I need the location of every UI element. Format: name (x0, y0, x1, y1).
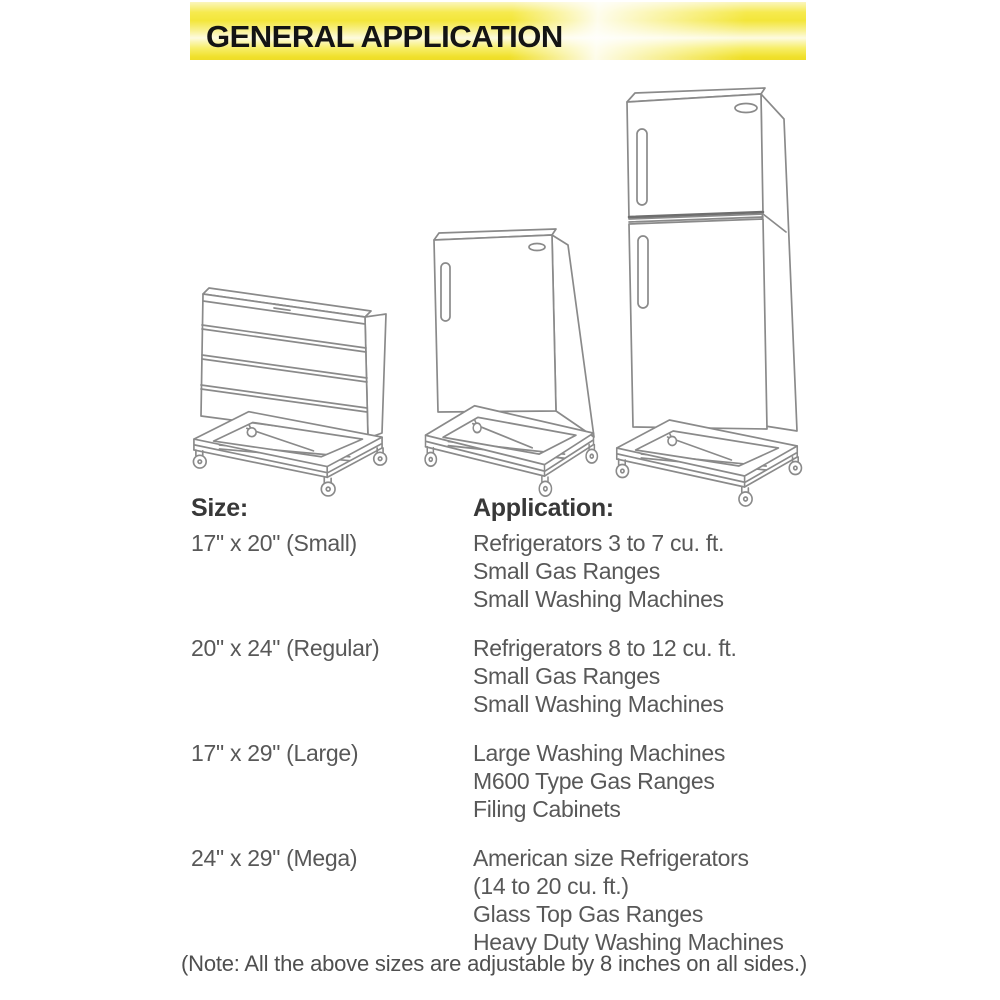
application-column-header: Application: (473, 494, 614, 522)
application-item: Refrigerators 8 to 12 cu. ft. (473, 635, 737, 661)
fridge-handle (638, 236, 648, 308)
footnote: (Note: All the above sizes are adjustable by 8 inches on all sides.) (181, 951, 807, 976)
application-list (473, 634, 911, 718)
application-item: (14 to 20 cu. ft.) (473, 873, 629, 899)
table-row (191, 634, 911, 718)
filing-cabinet-illustration (186, 280, 398, 492)
freezer-handle (637, 129, 647, 205)
fridge-handle (441, 263, 450, 321)
two-door-refrigerator-illustration (610, 86, 806, 502)
application-item: Small Washing Machines (473, 691, 724, 717)
application-list (473, 739, 911, 823)
application-item: M600 Type Gas Ranges (473, 768, 715, 794)
application-item: Refrigerators 3 to 7 cu. ft. (473, 530, 725, 556)
application-list (473, 529, 911, 613)
application-item: Small Washing Machines (473, 586, 724, 612)
size-application-table (191, 494, 911, 977)
page-title: GENERAL APPLICATION (206, 19, 563, 54)
size-column-header: Size: (191, 494, 248, 522)
application-item: Large Washing Machines (473, 740, 726, 766)
size-value: 17" x 20" (Small) (191, 530, 357, 556)
size-value: 17" x 29" (Large) (191, 740, 359, 766)
application-list (473, 844, 911, 956)
table-row (191, 739, 911, 823)
application-item: Filing Cabinets (473, 796, 621, 822)
single-door-refrigerator-illustration (416, 226, 602, 492)
header-banner (190, 2, 806, 60)
application-item: American size Refrigerators (473, 845, 749, 871)
table-rows (191, 529, 911, 956)
application-item: Glass Top Gas Ranges (473, 901, 704, 927)
fridge-side-face (552, 235, 594, 437)
application-item: Small Gas Ranges (473, 558, 660, 584)
size-value: 20" x 24" (Regular) (191, 635, 380, 661)
table-row (191, 844, 911, 956)
fridge-door (434, 235, 556, 412)
application-item: Small Gas Ranges (473, 663, 660, 689)
table-row (191, 529, 911, 613)
fridge-door (629, 219, 767, 429)
application-item: Heavy Duty Washing Machines (473, 929, 784, 955)
table-header (191, 494, 911, 529)
size-value: 24" x 29" (Mega) (191, 845, 358, 871)
